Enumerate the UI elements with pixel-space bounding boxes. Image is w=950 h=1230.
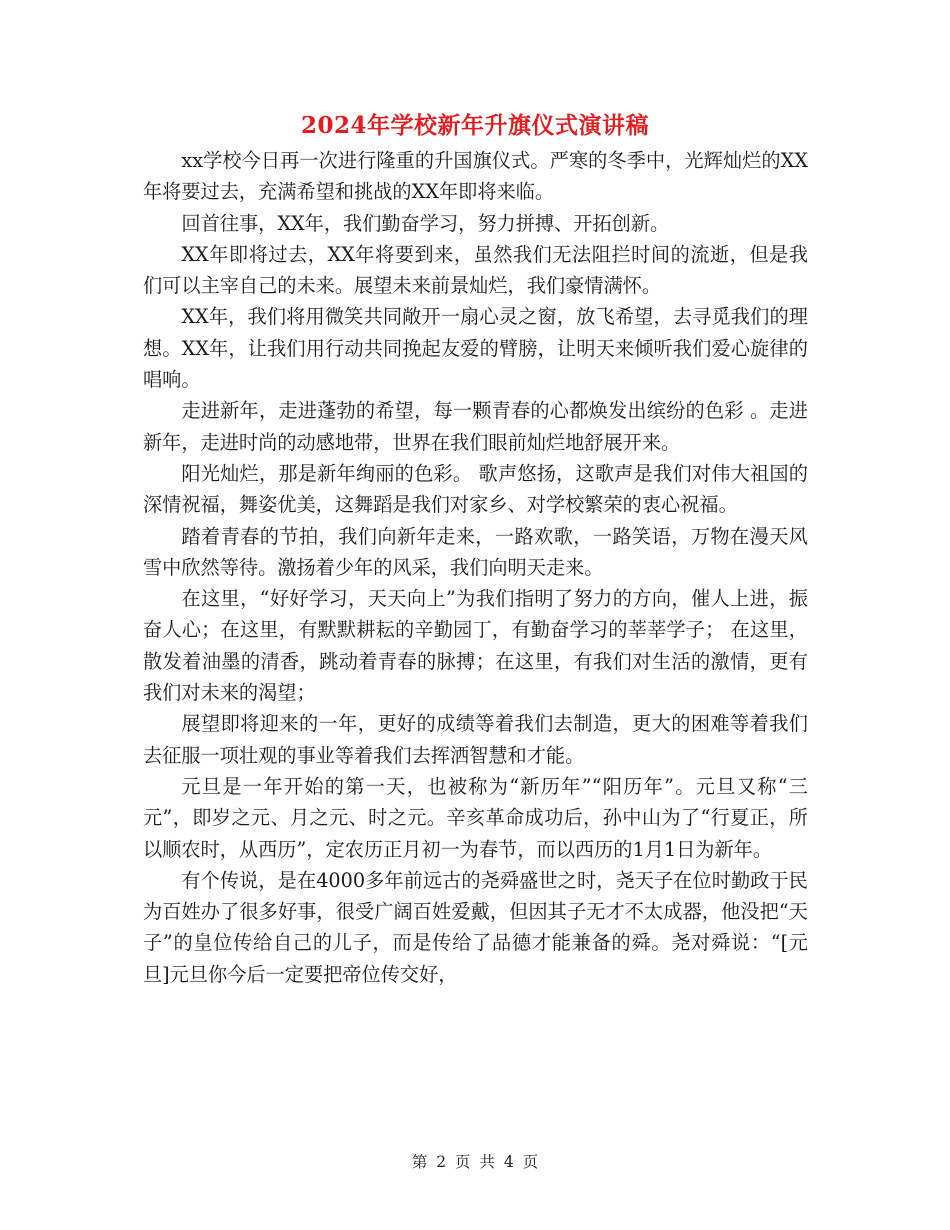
paragraph-4: XX年，我们将用微笑共同敞开一扇心灵之窗，放飞希望，去寻觅我们的理想。XX年，让我们用行动共同挽起友爱的臂膀，让明天来倾听我们爱心旋律的唱响。 bbox=[143, 305, 808, 392]
paragraph-3: XX年即将过去，XX年将要到来，虽然我们无法阻拦时间的流逝，但是我们可以主宰自己的未来。展望未来前景灿烂，我们豪情满怀。 bbox=[143, 242, 808, 298]
paragraph-1: xx学校今日再一次进行隆重的升国旗仪式。严寒的冬季中，光辉灿烂的XX年将要过去，充满希望和挑战的XX年即将来临。 bbox=[143, 149, 808, 204]
paragraph-11: 有个传说，是在4000多年前远古的尧舜盛世之时，尧天子在位时勤政于民为百姓办了很多好事，很受广阔百姓爱戴，但因其子无才不太成器，他没把“天子”的皇位传给自己的儿子，而是传给了品德才能兼备的舜。尧对舜说：“[元旦]元旦你今后一定要把帝位传交好， bbox=[143, 868, 808, 986]
paragraph-9: 展望即将迎来的一年，更好的成绩等着我们去制造，更大的困难等着我们去征服一项壮观的事业等着我们去挥洒智慧和才能。 bbox=[143, 712, 808, 767]
paragraph-6: 阳光灿烂，那是新年绚丽的色彩。 歌声悠扬，这歌声是我们对伟大祖国的深情祝福，舞姿优美，这舞蹈是我们对家乡、对学校繁荣的衷心祝福。 bbox=[143, 461, 808, 517]
document-title: 2024年学校新年升旗仪式演讲稿 bbox=[300, 112, 649, 139]
paragraph-7: 踏着青春的节拍，我们向新年走来，一路欢歌，一路笑语，万物在漫天风雪中欣然等待。激扬着少年的风采，我们向明天走来。 bbox=[143, 524, 808, 579]
paragraph-2: 回首往事，XX年，我们勤奋学习，努力拼搏、开拓创新。 bbox=[181, 211, 670, 235]
paragraph-5: 走进新年，走进蓬勃的希望，每一颗青春的心都焕发出缤纷的色彩 。走进新年，走进时尚的动感地带，世界在我们眼前灿烂地舒展开来。 bbox=[143, 399, 808, 454]
paragraph-8: 在这里，“好好学习，天天向上”为我们指明了努力的方向，催人上进，振奋人心；在这里，有默默耕耘的辛勤园丁，有勤奋学习的莘莘学子； 在这里，散发着油墨的清香，跳动着青春的脉搏；在这里，有我们对生活的激情，更有我们对未来的渴望； bbox=[143, 587, 808, 705]
paragraph-10: 元旦是一年开始的第一天，也被称为“新历年”“阳历年”。元旦又称“三元”，即岁之元、月之元、时之元。辛亥革命成功后，孙中山为了“行夏正，所以顺农时，从西历”，定农历正月初一为春节，而以西历的1月1日为新年。 bbox=[143, 774, 808, 861]
document-body bbox=[143, 145, 808, 990]
page-number-footer: 第 2 页 共 4 页 bbox=[411, 1153, 539, 1171]
